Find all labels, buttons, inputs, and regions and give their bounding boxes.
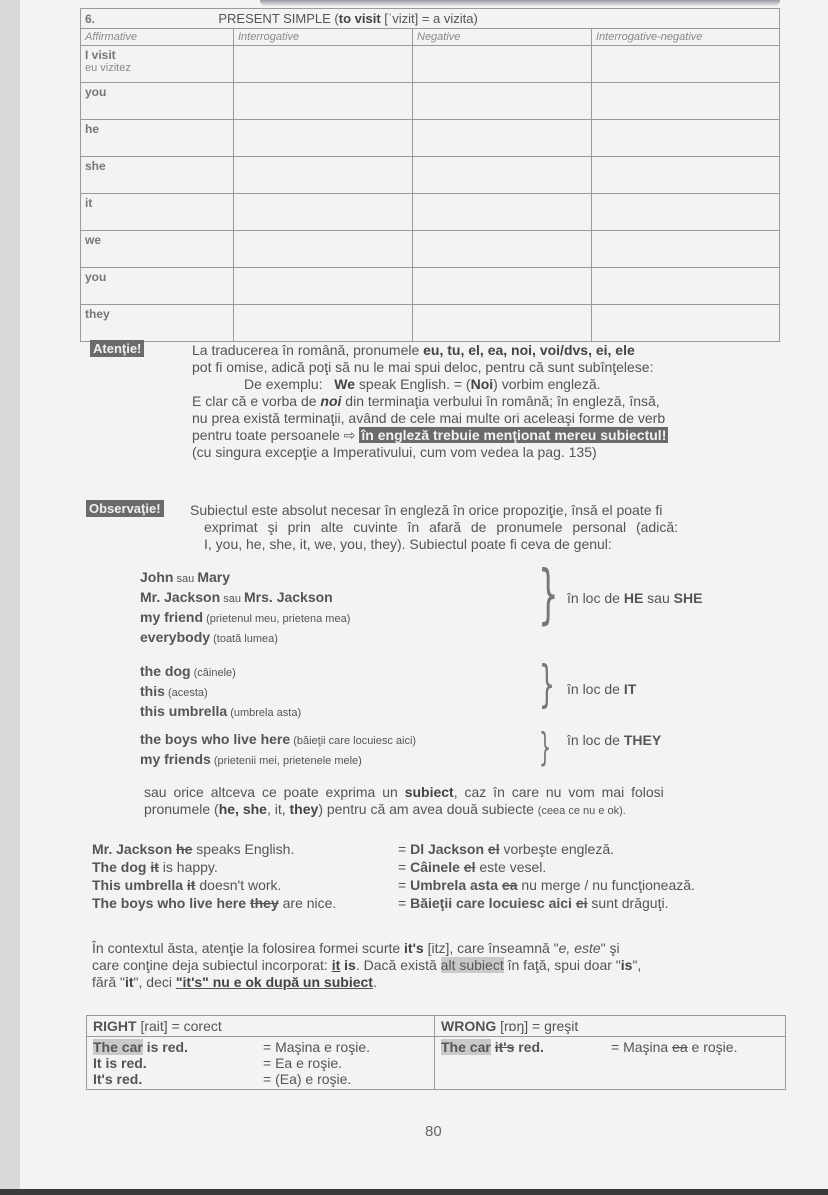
- answer-cell[interactable]: [234, 231, 413, 268]
- answer-cell[interactable]: [592, 120, 780, 157]
- right-header: RIGHT [rait] = corect: [87, 1016, 435, 1037]
- double-subject-examples-en: Mr. Jackson he speaks English. The dog it is happy. This umbrella it doesn't work. The boys who live here they are nice.: [92, 841, 337, 911]
- table-row: [81, 120, 780, 157]
- pronoun: he: [85, 122, 100, 136]
- wrong-header: WRONG [rɒŋ] = greşit: [435, 1016, 786, 1037]
- answer-cell[interactable]: [413, 46, 592, 83]
- observatie-paragraph: Subiectul este absolut necesar în engleză în orice propoziţie, însă el poate fi exprimat şi prin alte cuvinte în afară de pronumele personal (adică: I, you, he, she, it, we, you, they). Subiectul poate fi ceva de genul:: [190, 502, 678, 552]
- answer-cell[interactable]: [234, 46, 413, 83]
- answer-cell[interactable]: [592, 305, 780, 342]
- answer-cell[interactable]: [592, 46, 780, 83]
- answer-cell[interactable]: [413, 194, 592, 231]
- right-examples: The car is red. = Maşina e roşie. It is red. = Ea e roşie. It's red. = (Ea) e roşie.: [87, 1037, 435, 1090]
- atentie-badge: Atenţie!: [90, 340, 144, 357]
- answer-cell[interactable]: [413, 231, 592, 268]
- subject-group-it: the dog (câinele) this (acesta) this umbrella (umbrela asta): [140, 663, 302, 719]
- translation: eu vizitez: [85, 62, 131, 74]
- answer-cell[interactable]: [234, 194, 413, 231]
- subject-group-they: the boys who live here (băieţii care locuiesc aici) my friends (prietenii mei, prietenele mele): [140, 731, 417, 767]
- double-subject-examples-ro: = Dl Jackson el vorbeşte engleză. = Câinele el este vesel. = Umbrela asta ea nu merge / nu funcţionează. = Băieţii care locuiesc aici ei sunt drăguţi.: [398, 841, 695, 911]
- atentie-paragraph: La traducerea în română, pronumele eu, tu, el, ea, noi, voi/dvs, ei, ele pot fi omise, adică poţi să nu le mai spui deloc, pentru că sunt subînţelese: De exemplu: We speak English. = (Noi) vorbim engleză. E clar că e vorba de noi din terminaţia verbului în română; în engleză, însă, nu prea există terminaţii, având de cele mai multe ori aceleaşi forme de verb pentru toate persoanele ⇨ în engleză trebuie menţionat mereu subiectul! (cu singura excepţie a Imperativului, cum vom vedea la pag. 135): [192, 342, 667, 460]
- answer-cell[interactable]: [413, 83, 592, 120]
- pronoun: she: [85, 159, 106, 173]
- answer-cell[interactable]: [592, 268, 780, 305]
- context-paragraph: În contextul ăsta, atenţie la folosirea formei scurte it's [itz], care înseamnă "e, este" şi care conţine deja subiectul incorporat: it is. Dacă există alt subiect în faţă, spui doar "is", fără "it", deci "it's" nu e ok după un subiect.: [92, 940, 642, 990]
- col-header-interrogative-negative: Interrogative-negative: [592, 29, 780, 46]
- pronoun: you: [85, 85, 107, 99]
- wrong-examples: The car it's red. = Maşina ea e roşie.: [435, 1037, 786, 1090]
- table-row: [81, 194, 780, 231]
- answer-cell[interactable]: [234, 157, 413, 194]
- right-wrong-table: [86, 1015, 786, 1090]
- answer-cell[interactable]: [592, 231, 780, 268]
- table-row: [81, 305, 780, 342]
- table-row: [81, 46, 780, 83]
- brace-icon: }: [538, 558, 559, 632]
- col-header-interrogative: Interrogative: [234, 29, 413, 46]
- answer-cell[interactable]: [592, 83, 780, 120]
- observatie-badge: Observaţie!: [86, 500, 164, 517]
- col-header-affirmative: Affirmative: [81, 29, 234, 46]
- subject-group-he-she: John sau Mary Mr. Jackson sau Mrs. Jackson my friend (prietenul meu, prietena mea) everybody (toată lumea): [140, 569, 351, 645]
- pronoun: it: [85, 196, 93, 210]
- answer-cell[interactable]: [413, 120, 592, 157]
- answer-cell[interactable]: [234, 120, 413, 157]
- brace-icon: }: [539, 725, 552, 769]
- answer-cell[interactable]: [234, 305, 413, 342]
- exercise-title: PRESENT SIMPLE (to visit [ˈvizit] = a vizita): [218, 11, 478, 26]
- pronoun: they: [85, 307, 110, 321]
- page-number: 80: [425, 1123, 442, 1140]
- page-edge: [0, 1189, 828, 1195]
- key-rule-highlight: în engleză trebuie menţionat mereu subiectul!: [361, 427, 667, 443]
- answer-cell[interactable]: [234, 268, 413, 305]
- observatie-followup: sau orice altceva ce poate exprima un subiect, caz în care nu vom mai folosi pronumele (he, she, it, they) pentru că am avea două subiecte (ceea ce nu e ok).: [144, 784, 664, 817]
- answer-cell[interactable]: [413, 157, 592, 194]
- answer-cell[interactable]: [413, 305, 592, 342]
- table-row: [81, 268, 780, 305]
- answer-cell[interactable]: [592, 194, 780, 231]
- pronoun: you: [85, 270, 107, 284]
- brace-label-it: în loc de IT: [567, 681, 637, 697]
- col-header-negative: Negative: [413, 29, 592, 46]
- answer-cell[interactable]: [592, 157, 780, 194]
- table-row: [81, 231, 780, 268]
- brace-label-he-she: în loc de HE sau SHE: [567, 590, 703, 606]
- page-shadow: [260, 0, 780, 6]
- answer-cell[interactable]: [234, 83, 413, 120]
- brace-icon: }: [538, 655, 555, 713]
- exercise-number: 6.: [85, 12, 96, 26]
- pronoun: I visit: [85, 48, 116, 62]
- brace-label-they: în loc de THEY: [567, 732, 662, 748]
- answer-cell[interactable]: [413, 268, 592, 305]
- conjugation-table: [80, 8, 780, 342]
- table-row: [81, 157, 780, 194]
- table-row: [81, 83, 780, 120]
- pronoun: we: [85, 233, 102, 247]
